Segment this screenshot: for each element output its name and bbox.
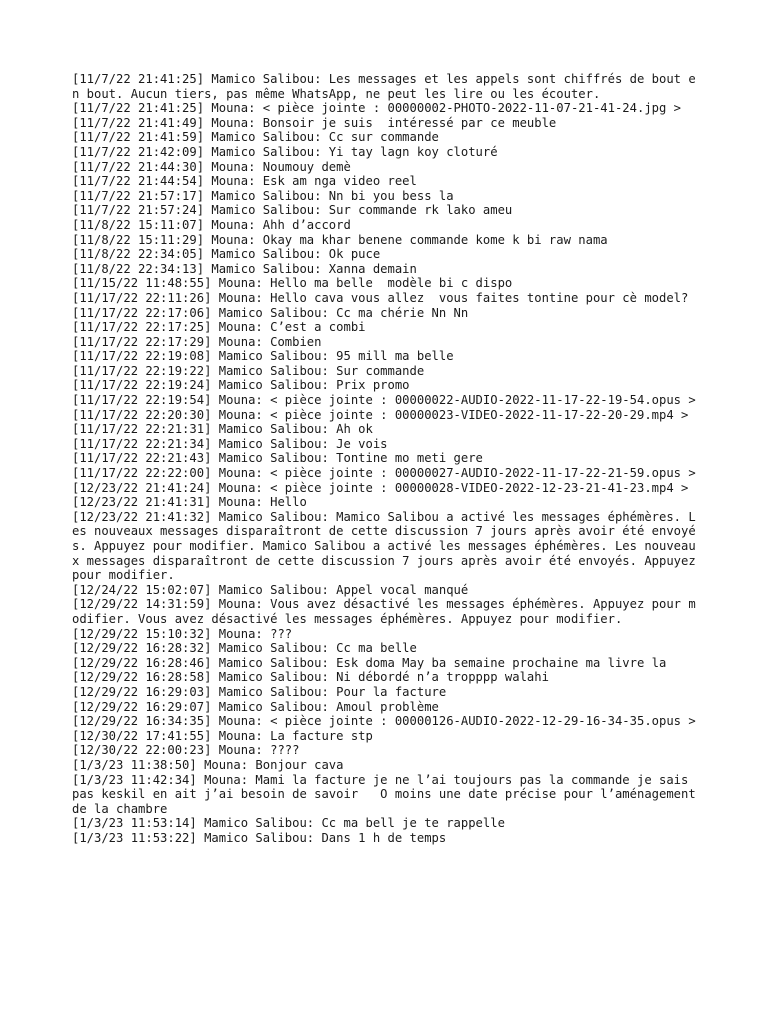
chat-message-line: [11/17/22 22:21:34] Mamico Salibou: Je vois — [72, 436, 388, 451]
chat-message-line: [1/3/23 11:53:14] Mamico Salibou: Cc ma bell je te rappelle — [72, 816, 505, 831]
chat-transcript — [72, 72, 704, 845]
chat-message-line: [11/7/22 21:41:59] Mamico Salibou: Cc sur commande — [72, 130, 439, 145]
chat-message-line: [12/23/22 21:41:31] Mouna: Hello — [72, 495, 307, 510]
chat-message-line: [12/23/22 21:41:32] Mamico Salibou: Mamico Salibou a activé les messages éphémères. Les nouveaux messages disparaîtront de cette discussion 7 jours après avoir été envoyés. Appuyez pour modifier. Mamico Salibou a activé les messages éphémères. Les nouveaux messages disparaîtront de cette discussion 7 jours après avoir été envoyés. Appuyez pour modifier. — [72, 509, 704, 583]
chat-message-line: [12/23/22 21:41:24] Mouna: < pièce jointe : 00000028-VIDEO-2022-12-23-21-41-23.mp4 > — [72, 480, 689, 495]
chat-message-line: [11/7/22 21:41:25] Mouna: < pièce jointe : 00000002-PHOTO-2022-11-07-21-41-24.jpg > — [72, 101, 682, 116]
chat-message-line: [1/3/23 11:53:22] Mamico Salibou: Dans 1 h de temps — [72, 830, 447, 845]
chat-message-line: [11/7/22 21:44:30] Mouna: Noumouy demè — [72, 159, 351, 174]
chat-message-line: [11/17/22 22:21:31] Mamico Salibou: Ah ok — [72, 422, 373, 437]
chat-message-line: [11/17/22 22:19:24] Mamico Salibou: Prix promo — [72, 378, 410, 393]
chat-message-line: [12/29/22 16:29:03] Mamico Salibou: Pour la facture — [72, 684, 447, 699]
chat-message-line: [12/29/22 15:10:32] Mouna: ??? — [72, 626, 293, 641]
chat-message-line: [12/30/22 17:41:55] Mouna: La facture stp — [72, 728, 373, 743]
chat-message-line: [11/17/22 22:19:54] Mouna: < pièce jointe : 00000022-AUDIO-2022-11-17-22-19-54.opus > — [72, 393, 696, 408]
chat-message-line: [11/15/22 11:48:55] Mouna: Hello ma belle modèle bi c dispo — [72, 276, 513, 291]
chat-message-line: [11/17/22 22:21:43] Mamico Salibou: Tontine mo meti gere — [72, 451, 483, 466]
chat-message-line: [12/30/22 22:00:23] Mouna: ???? — [72, 743, 300, 758]
chat-message-line: [11/7/22 21:57:24] Mamico Salibou: Sur commande rk lako ameu — [72, 203, 513, 218]
chat-message-line: [11/7/22 21:41:25] Mamico Salibou: Les messages et les appels sont chiffrés de bout en bout. Aucun tiers, pas même WhatsApp, ne peut les lire ou les écouter. — [72, 72, 696, 101]
chat-message-line: [12/29/22 16:34:35] Mouna: < pièce jointe : 00000126-AUDIO-2022-12-29-16-34-35.opus > — [72, 714, 696, 729]
chat-message-line: [11/8/22 22:34:13] Mamico Salibou: Xanna demain — [72, 261, 417, 276]
chat-message-line: [11/8/22 15:11:07] Mouna: Ahh d’accord — [72, 217, 351, 232]
chat-message-line: [1/3/23 11:38:50] Mouna: Bonjour cava — [72, 757, 344, 772]
chat-message-line: [11/17/22 22:17:25] Mouna: C’est a combi — [72, 320, 366, 335]
chat-message-line: [11/7/22 21:44:54] Mouna: Esk am nga video reel — [72, 174, 417, 189]
chat-message-line: [12/29/22 16:28:46] Mamico Salibou: Esk doma May ba semaine prochaine ma livre la — [72, 655, 667, 670]
chat-message-line: [12/29/22 16:29:07] Mamico Salibou: Amoul problème — [72, 699, 439, 714]
chat-message-line: [11/17/22 22:19:08] Mamico Salibou: 95 mill ma belle — [72, 349, 454, 364]
chat-message-line: [11/7/22 21:57:17] Mamico Salibou: Nn bi you bess la — [72, 188, 454, 203]
chat-message-line: [11/17/22 22:17:06] Mamico Salibou: Cc ma chérie Nn Nn — [72, 305, 469, 320]
chat-message-line: [11/17/22 22:22:00] Mouna: < pièce jointe : 00000027-AUDIO-2022-11-17-22-21-59.opus > — [72, 466, 696, 481]
chat-message-line: [12/29/22 14:31:59] Mouna: Vous avez désactivé les messages éphémères. Appuyez pour modifier. Vous avez désactivé les messages éphémères. Appuyez pour modifier. — [72, 597, 696, 626]
chat-message-line: [12/24/22 15:02:07] Mamico Salibou: Appel vocal manqué — [72, 582, 469, 597]
chat-message-line: [1/3/23 11:42:34] Mouna: Mami la facture je ne l’ai toujours pas la commande je sais pas keskil en ait j’ai besoin de savoir O moins une date précise pour l’aménagement de la chambre — [72, 772, 704, 816]
chat-message-line: [12/29/22 16:28:58] Mamico Salibou: Ni débordé n’a tropppp walahi — [72, 670, 549, 685]
chat-message-line: [11/17/22 22:17:29] Mouna: Combien — [72, 334, 322, 349]
chat-message-line: [11/17/22 22:19:22] Mamico Salibou: Sur commande — [72, 363, 425, 378]
chat-message-line: [12/29/22 16:28:32] Mamico Salibou: Cc ma belle — [72, 641, 417, 656]
chat-message-line: [11/7/22 21:41:49] Mouna: Bonsoir je suis intéressé par ce meuble — [72, 115, 557, 130]
chat-message-line: [11/17/22 22:20:30] Mouna: < pièce jointe : 00000023-VIDEO-2022-11-17-22-20-29.mp4 > — [72, 407, 689, 422]
chat-message-line: [11/7/22 21:42:09] Mamico Salibou: Yi tay lagn koy cloturé — [72, 144, 498, 159]
chat-message-line: [11/8/22 15:11:29] Mouna: Okay ma khar benene commande kome k bi raw nama — [72, 232, 608, 247]
chat-message-line: [11/8/22 22:34:05] Mamico Salibou: Ok puce — [72, 247, 381, 262]
chat-message-line: [11/17/22 22:11:26] Mouna: Hello cava vous allez vous faites tontine pour cè model? — [72, 290, 689, 305]
